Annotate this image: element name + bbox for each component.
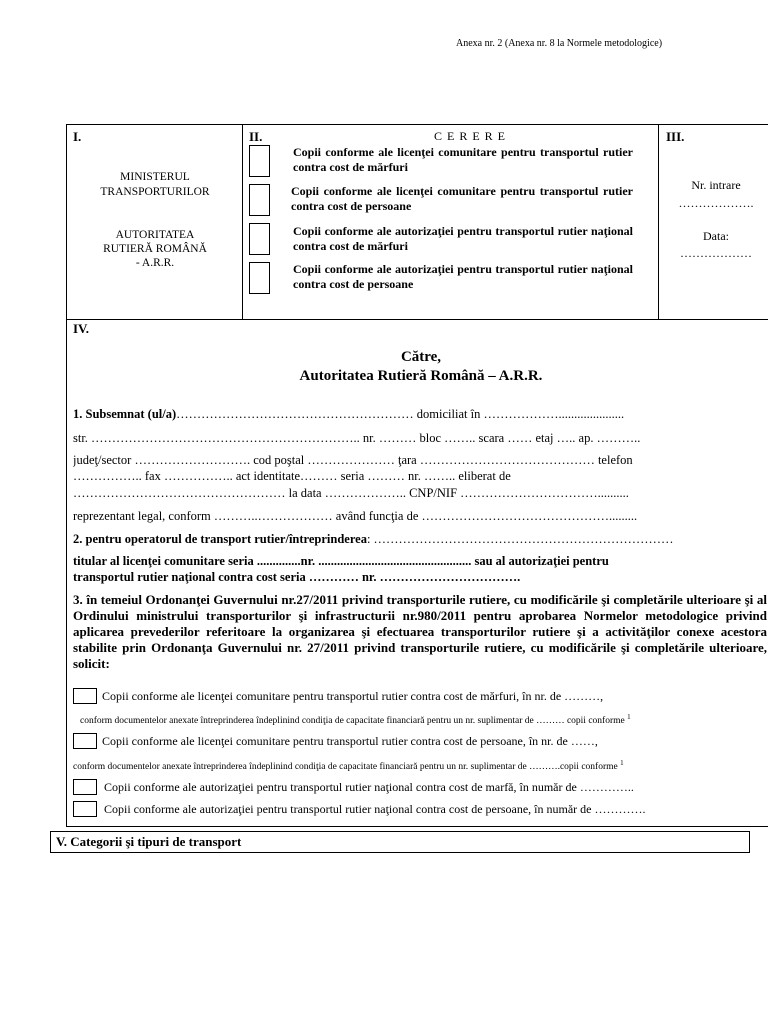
option-checkbox[interactable] [249, 262, 270, 294]
contact-line[interactable]: …………….. fax …………….. act identitate……… seria ……… nr. …….. eliberat de [73, 469, 511, 483]
entry-number-field[interactable]: ………………. [678, 196, 754, 210]
request-checkbox[interactable] [73, 688, 97, 704]
addressee-line: Autoritatea Rutieră Română – A.R.R. [299, 368, 543, 384]
authorization-series-line[interactable]: transportul rutier naţional contra cost seria ………… nr. ……………………………. [73, 570, 521, 584]
license-series-line[interactable]: titular al licenţei comunitare seria ..............nr. ................................................. sau al autorizaţiei pentru [73, 554, 609, 568]
request-note [80, 713, 631, 726]
option-label: Copii conforme ale licenţei comunitare pentru transportul rutier contra cost de mărfuri [293, 145, 633, 174]
ministry-line: MINISTERUL [120, 171, 190, 183]
request-checkbox[interactable] [73, 733, 97, 749]
operator-line[interactable] [73, 532, 767, 547]
applicant-fields: ………………………………………………… domiciliat în ………………..................... [176, 407, 625, 421]
authority-line: RUTIERĂ ROMÂNĂ [103, 243, 207, 255]
divider [242, 124, 243, 320]
request-note-text: conform documentelor anexate întreprinderea îndeplinind condiţia de capacitate financiară pentru un nr. suplimentar de ……… copii conforme [80, 716, 625, 727]
section-2-number: II. [249, 129, 263, 144]
option-checkbox[interactable] [249, 184, 270, 216]
addressee-line: Către, [400, 349, 442, 365]
addressee [66, 348, 768, 386]
option-label: Copii conforme ale autorizaţiei pentru transportul rutier naţional contra cost de persoane [293, 262, 633, 291]
section-3-number: III. [666, 129, 685, 144]
option-label: Copii conforme ale autorizaţiei pentru transportul rutier naţional contra cost de mărfuri [293, 224, 633, 253]
option-checkbox[interactable] [249, 223, 270, 255]
applicant-name-line[interactable] [73, 407, 767, 422]
request-checkbox[interactable] [73, 779, 97, 795]
section-4-number: IV. [73, 321, 90, 336]
entry-number-label: Nr. intrare [691, 178, 741, 192]
section-5-title: V. Categorii şi tipuri de transport [56, 834, 242, 849]
section-1-number: I. [73, 129, 82, 144]
request-title: C E R E R E [433, 129, 506, 143]
date-field[interactable]: ……………… [680, 246, 752, 260]
location-line[interactable]: judeţ/sector ………………………. cod poştal ………………… ţara …………………………………… telefon [73, 453, 633, 467]
ministry-line: TRANSPORTURILOR [100, 186, 210, 198]
request-label: Copii conforme ale licenţei comunitare pentru transportul rutier contra cost de persoane, în nr. de ……, [102, 734, 598, 748]
address-line[interactable]: str. ……………………………………………………….. nr. ……… bloc …….. scara …… etaj ….. ap. ……….. [73, 431, 641, 445]
footnote-mark: 1 [620, 759, 624, 767]
divider [658, 124, 659, 320]
annex-header: Anexa nr. 2 (Anexa nr. 8 la Normele metodologice) [456, 38, 663, 49]
request-label: Copii conforme ale autorizaţiei pentru transportul rutier naţional contra cost de marfă, în număr de ………….. [104, 780, 634, 794]
representative-line[interactable]: reprezentant legal, conform ………..……………… având funcţia de ………………………………………......... [73, 509, 638, 523]
request-note-text: conform documentelor anexate întreprinderea îndeplinind condiţia de capacitate financiară pentru un nr. suplimentar de ……….copii conforme [73, 762, 618, 773]
request-checkbox[interactable] [73, 801, 97, 817]
authority-name [70, 228, 240, 270]
operator-label: 2. pentru operatorul de transport rutier/întreprinderea [73, 532, 367, 546]
date-label: Data: [703, 229, 729, 243]
applicant-label: 1. Subsemnat (ul/a) [73, 407, 177, 421]
identity-line[interactable]: …………………………………………… la data ……………….. CNP/NIF …………………………….......... [73, 486, 629, 500]
authority-line: - A.R.R. [135, 257, 175, 269]
footnote-mark: 1 [627, 713, 631, 721]
operator-field: : ……………………………………………………………… [366, 532, 674, 546]
request-label: Copii conforme ale licenţei comunitare pentru transportul rutier contra cost de mărfuri, în nr. de ………, [102, 689, 604, 703]
legal-basis-paragraph: 3. în temeiul Ordonanţei Guvernului nr.27/2011 privind transporturile rutiere, cu modificările şi completările ulterioare şi al Ordinului ministrului transporturilor şi infrastructurii nr.980/2011 pentru aprobarea Normelor metodologice privind aplicarea prevederilor referitoare la organizarea şi efectuarea transporturilor rutiere şi a activităţilor conexe acestora stabilite prin Ordonanţa Guvernului nr. 27/2011 privind transporturile rutiere, cu modificările şi completările ulterioare, solicit: [73, 592, 767, 671]
ministry-name [70, 170, 240, 200]
option-checkbox[interactable] [249, 145, 270, 177]
option-label: Copii conforme ale licenţei comunitare pentru transportul rutier contra cost de persoane [291, 184, 633, 213]
request-note [73, 759, 624, 772]
request-label: Copii conforme ale autorizaţiei pentru transportul rutier naţional contra cost de persoane, în număr de …………. [104, 802, 646, 816]
authority-line: AUTORITATEA [115, 229, 195, 241]
